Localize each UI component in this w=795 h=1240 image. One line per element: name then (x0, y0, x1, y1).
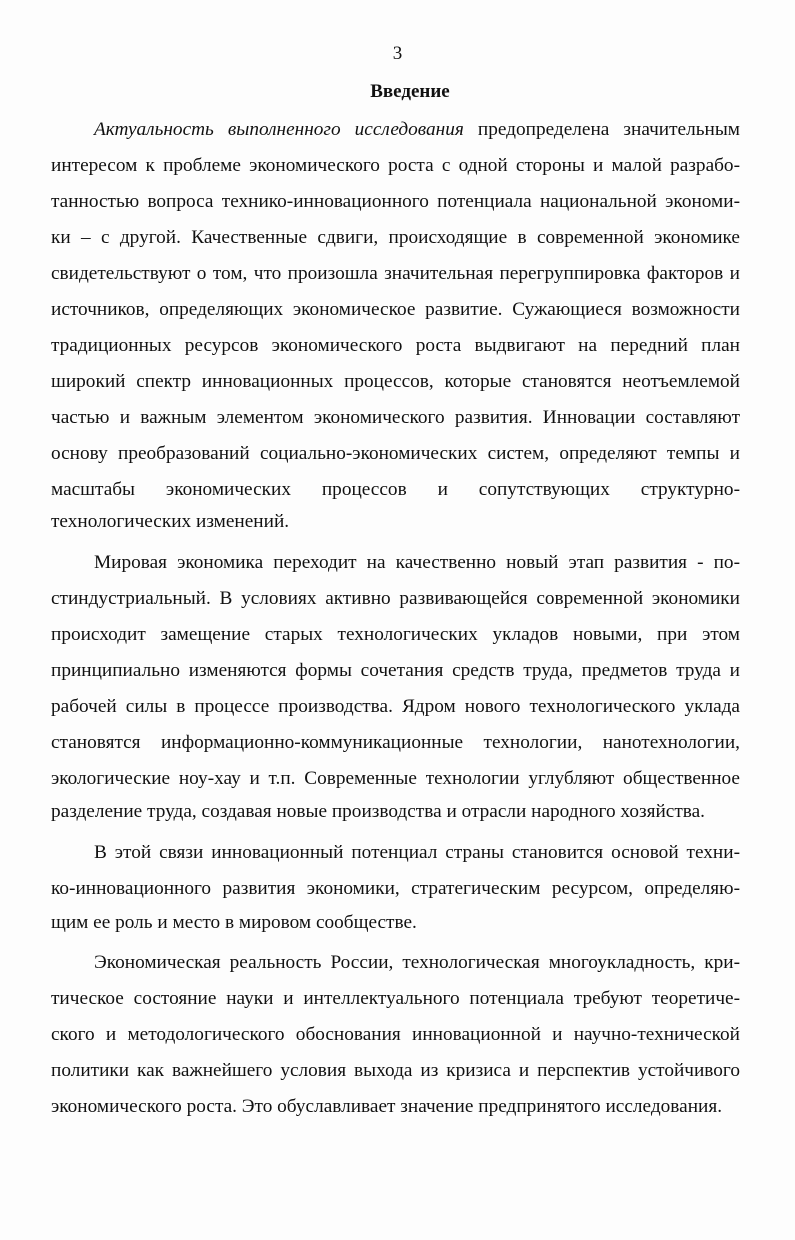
text-line (51, 1056, 740, 1086)
line-text: экологические ноу-хау и т.п. Современные технологии углубляют общественное (51, 768, 740, 789)
line-text: ского и методологического обоснования инновационной и научно-технической (51, 1024, 740, 1045)
line-text: рабочей силы в процессе производства. Ядром нового технологического уклада (51, 696, 740, 717)
text-line (94, 838, 740, 868)
line-text: тическое состояние науки и интеллектуального потенциала требуют теоретиче- (51, 988, 740, 1009)
text-line (51, 223, 740, 253)
line-text: стиндустриальный. В условиях активно развивающейся современной экономики (51, 588, 740, 609)
text-line (51, 728, 740, 758)
text-line (51, 584, 740, 614)
text-line (51, 620, 740, 650)
text-line (51, 151, 740, 181)
line-text: предопределена значительным (463, 119, 741, 140)
line-text: основу преобразований социально-экономических систем, определяют темпы и (51, 443, 740, 464)
line-text: щим ее роль и место в мировом сообществе. (51, 912, 417, 933)
line-text: принципиально изменяются формы сочетания средств труда, предметов труда и (51, 660, 740, 681)
line-text: ки – с другой. Качественные сдвиги, происходящие в современной экономике (51, 227, 740, 248)
line-text: Мировая экономика переходит на качественно новый этап развития - по- (94, 552, 740, 573)
line-text: интересом к проблеме экономического роста с одной стороны и малой разрабо- (51, 155, 740, 176)
text-line (51, 403, 740, 433)
line-text: В этой связи инновационный потенциал страны становится основой техни- (94, 842, 740, 863)
line-text: частью и важным элементом экономического развития. Инновации составляют (51, 407, 740, 428)
page-number: 3 (392, 43, 403, 64)
text-line (51, 764, 740, 794)
line-text: масштабы экономических процессов и сопутствующих структурно- (51, 479, 740, 500)
text-line (51, 1092, 740, 1122)
line-text: танностью вопроса технико-инновационного потенциала национальной экономи- (51, 191, 740, 212)
text-line (94, 548, 740, 578)
text-line (51, 367, 740, 397)
text-line (51, 874, 740, 904)
line-text: технологических изменений. (51, 511, 290, 532)
text-line (51, 295, 740, 325)
text-line (51, 507, 740, 537)
text-line (51, 331, 740, 361)
line-text: свидетельствуют о том, что произошла значительная перегруппировка факторов и (51, 263, 740, 284)
text-line (51, 259, 740, 289)
text-line (51, 656, 740, 686)
line-text: экономического роста. Это обуславливает значение предпринятого исследования. (51, 1096, 723, 1117)
text-line (51, 797, 740, 827)
text-line (51, 439, 740, 469)
line-text: источников, определяющих экономическое развитие. Сужающиеся возможности (51, 299, 740, 320)
line-text: разделение труда, создавая новые производства и отрасли народного хозяйства. (51, 801, 705, 822)
text-line (51, 475, 740, 505)
text-line (51, 984, 740, 1014)
line-text: широкий спектр инновационных процессов, которые становятся неотъемлемой (51, 371, 740, 392)
text-line (51, 908, 740, 938)
line-text: становятся информационно-коммуникационные технологии, нанотехнологии, (51, 732, 740, 753)
line-text: традиционных ресурсов экономического роста выдвигают на передний план (51, 335, 740, 356)
text-line (51, 1020, 740, 1050)
emphasized-text: Актуальность выполненного исследования (94, 119, 464, 140)
text-line (94, 115, 740, 145)
line-text: политики как важнейшего условия выхода из кризиса и перспектив устойчивого (51, 1060, 740, 1081)
text-line (51, 187, 740, 217)
line-text: Экономическая реальность России, технологическая многоукладность, кри- (94, 952, 740, 973)
line-text: происходит замещение старых технологических укладов новыми, при этом (51, 624, 740, 645)
text-line (51, 692, 740, 722)
text-line (94, 948, 740, 978)
section-heading: Введение (370, 81, 450, 102)
line-text: ко-инновационного развития экономики, стратегическим ресурсом, определяю- (51, 878, 740, 899)
